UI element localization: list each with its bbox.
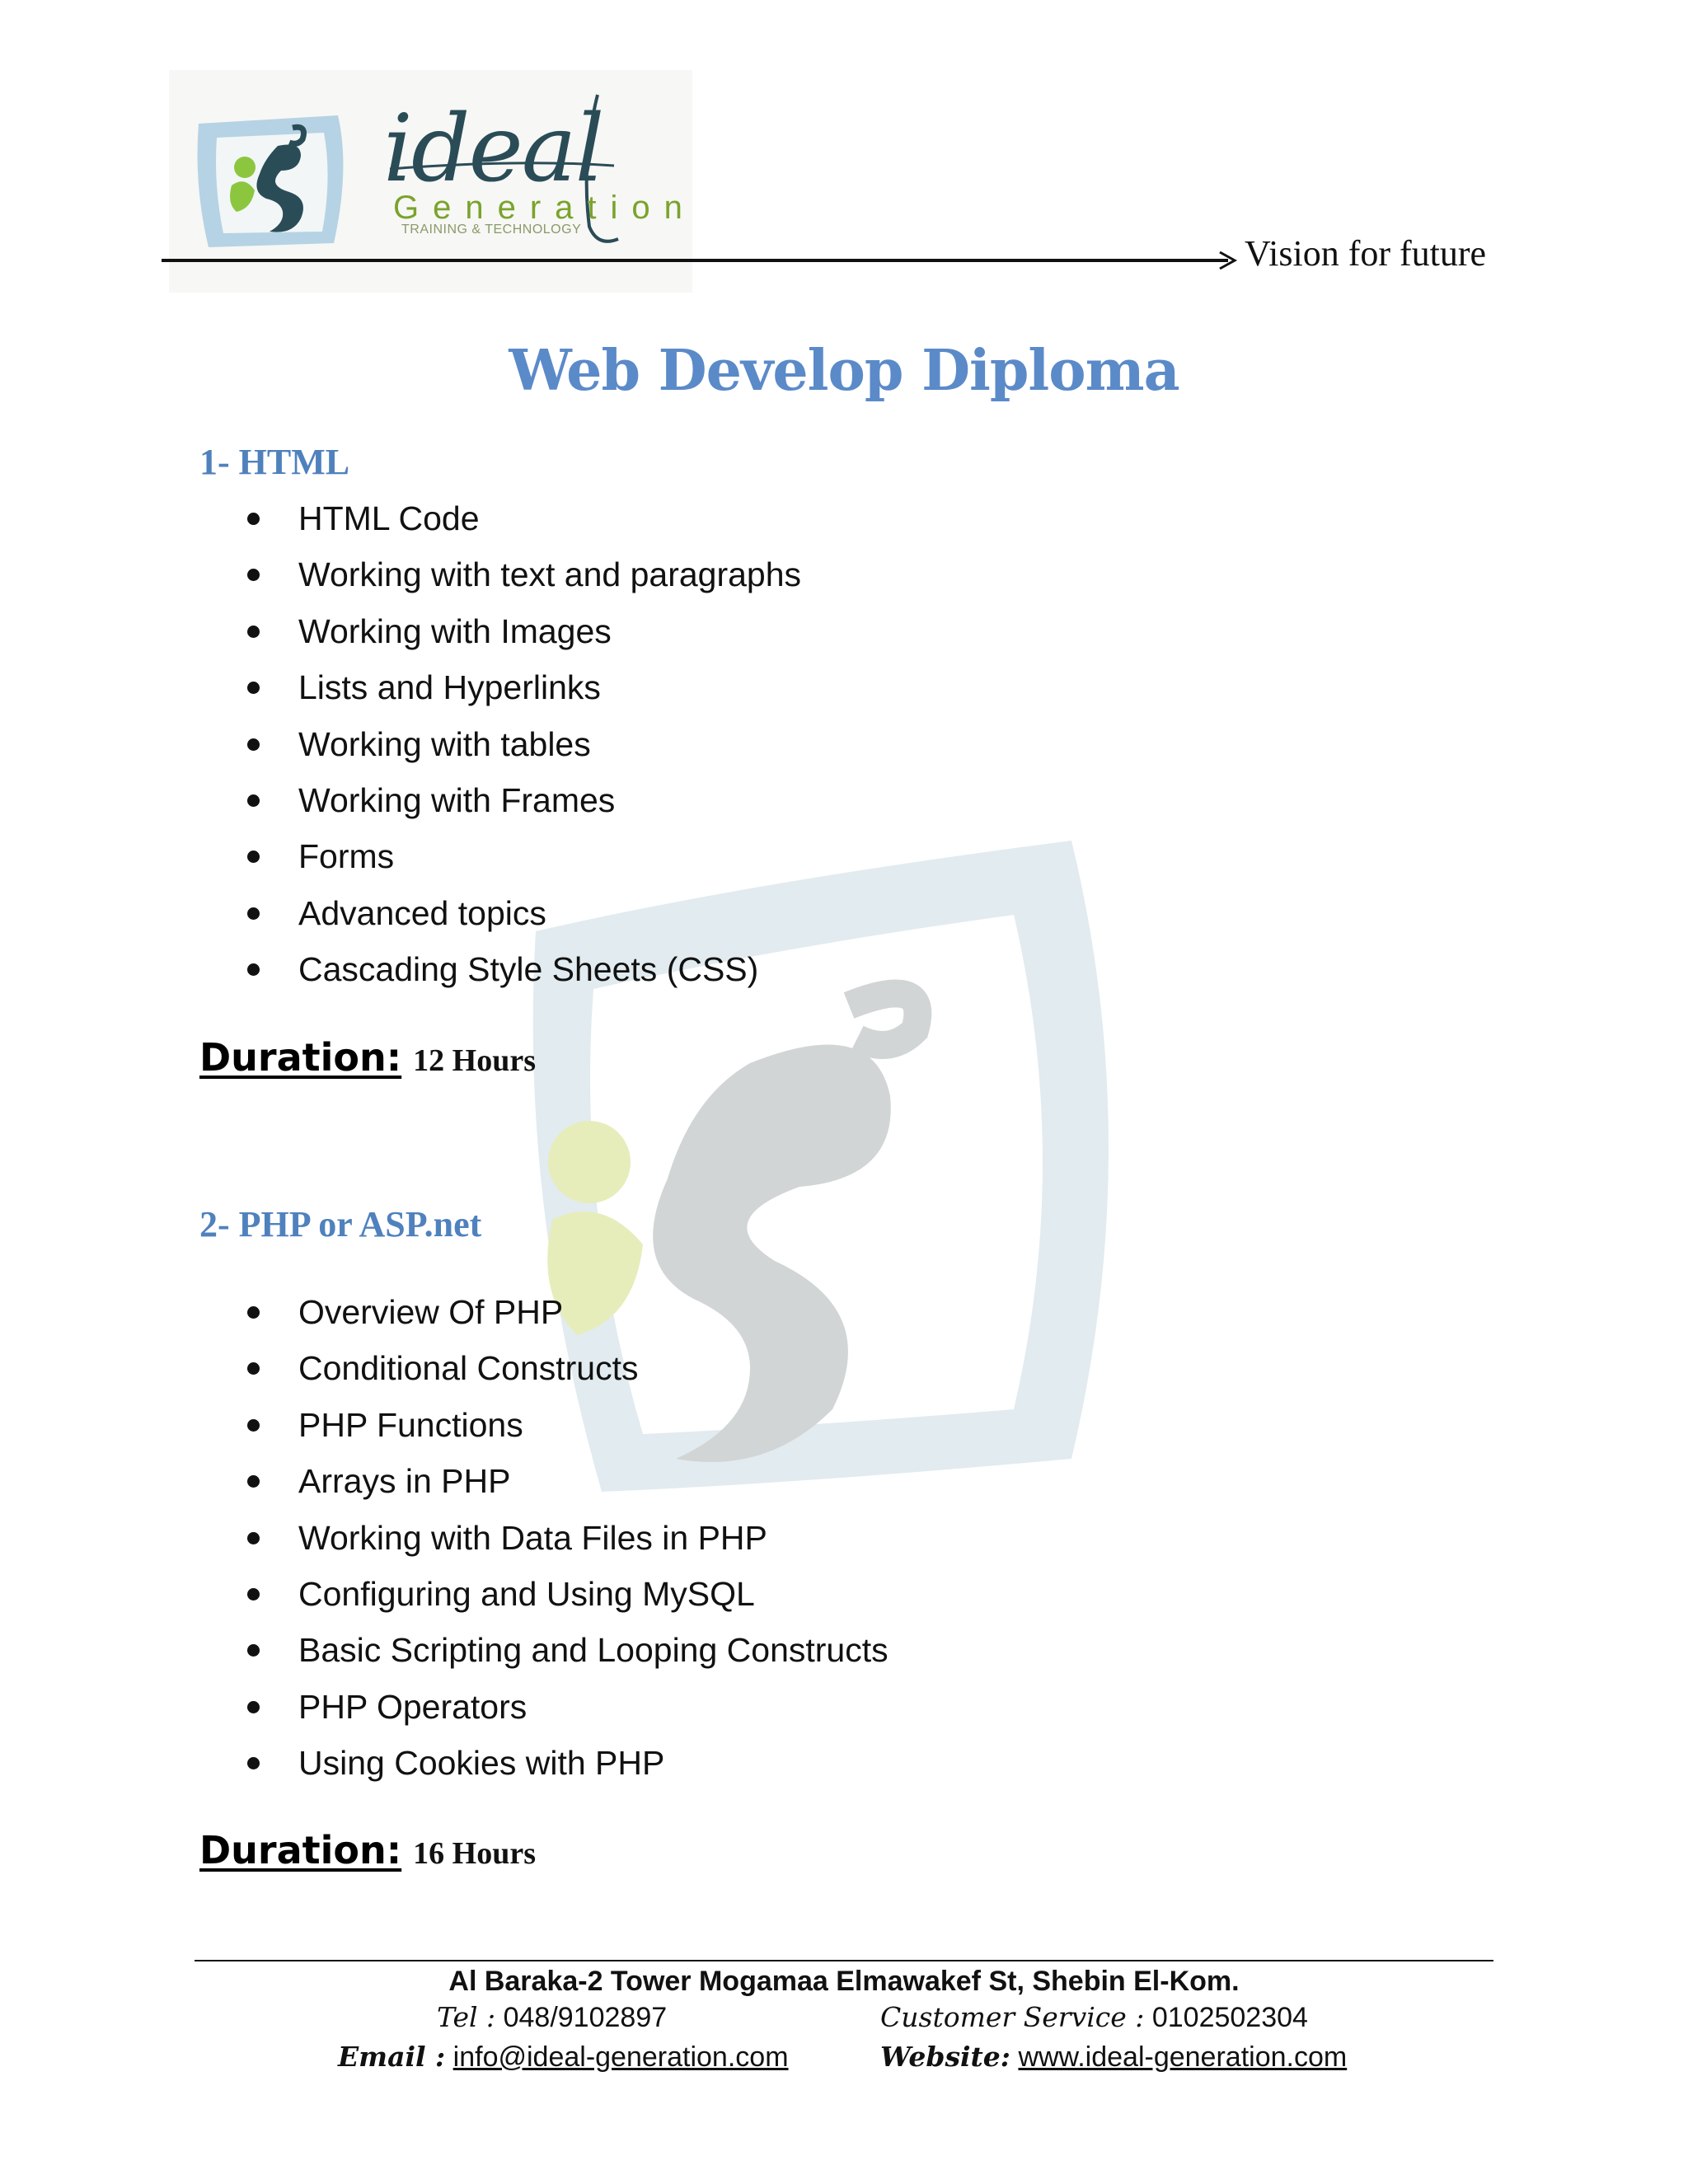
customer-service-value: 0102502304 bbox=[1151, 2002, 1308, 2033]
topic-label: Working with Images bbox=[298, 612, 612, 650]
footer-website bbox=[880, 2037, 1347, 2077]
email-link[interactable]: info@ideal-generation.com bbox=[452, 2041, 789, 2073]
duration-label: Duration: bbox=[199, 1828, 402, 1872]
footer-address: Al Baraka-2 Tower Mogamaa Elmawakef St, Shebin El-Kom. bbox=[448, 1966, 1240, 1997]
topic-label: Basic Scripting and Looping Constructs bbox=[298, 1631, 889, 1670]
bullet-icon bbox=[247, 1419, 260, 1432]
email-label: Email : bbox=[338, 2041, 446, 2073]
duration-value: 16 Hours bbox=[413, 1836, 537, 1871]
topic-label: Working with Data Files in PHP bbox=[298, 1518, 767, 1557]
bullet-icon bbox=[247, 1588, 260, 1601]
bullet-icon bbox=[247, 1701, 260, 1713]
footer-email bbox=[338, 2037, 789, 2077]
topic-label: Forms bbox=[298, 837, 395, 876]
bullet-icon bbox=[247, 1362, 260, 1375]
topic-label: PHP Functions bbox=[298, 1405, 523, 1444]
bullet-icon bbox=[247, 1475, 260, 1488]
bullet-icon bbox=[247, 794, 260, 807]
website-label: Website: bbox=[880, 2041, 1010, 2073]
topic-label: Advanced topics bbox=[298, 893, 546, 932]
topic-label: Overview Of PHP bbox=[298, 1293, 564, 1331]
logo-wordmark: ideal bbox=[383, 96, 603, 203]
duration-label: Duration: bbox=[199, 1035, 402, 1080]
document-title: Web Develop Diploma bbox=[509, 338, 1179, 404]
topic-label: Conditional Constructs bbox=[298, 1349, 639, 1388]
logo-watermark-icon bbox=[503, 832, 1278, 1508]
bullet-icon bbox=[247, 569, 260, 581]
arrow-right-icon bbox=[1218, 251, 1238, 270]
topic-label: Cascading Style Sheets (CSS) bbox=[298, 950, 759, 989]
tel-label: Tel : bbox=[437, 2001, 496, 2033]
topic-label: Arrays in PHP bbox=[298, 1462, 511, 1501]
topic-label: Working with tables bbox=[298, 724, 591, 763]
bullet-icon bbox=[247, 1532, 260, 1544]
footer-customer-service bbox=[880, 1998, 1308, 2037]
topic-label: Lists and Hyperlinks bbox=[298, 668, 601, 707]
topic-label: HTML Code bbox=[298, 499, 480, 537]
bullet-icon bbox=[247, 513, 260, 525]
topic-label: Working with Frames bbox=[298, 780, 616, 819]
footer-tel bbox=[437, 1998, 667, 2037]
topic-label: Working with text and paragraphs bbox=[298, 555, 802, 594]
topic-label: PHP Operators bbox=[298, 1687, 528, 1726]
topic-label: Configuring and Using MySQL bbox=[298, 1574, 755, 1613]
bullet-icon bbox=[247, 907, 260, 920]
bullet-icon bbox=[247, 1644, 260, 1657]
bullet-icon bbox=[247, 1306, 260, 1319]
header-divider bbox=[162, 259, 1228, 262]
bullet-icon bbox=[247, 738, 260, 751]
topic-label: Using Cookies with PHP bbox=[298, 1744, 665, 1783]
logo-subtitle: TRAINING & TECHNOLOGY bbox=[401, 223, 582, 237]
bullet-icon bbox=[247, 682, 260, 694]
section-heading-php: 2- PHP or ASP.net bbox=[199, 1204, 482, 1244]
duration-value: 12 Hours bbox=[413, 1043, 537, 1078]
duration-html bbox=[199, 1035, 536, 1080]
section-heading-html: 1- HTML bbox=[199, 442, 350, 482]
bullet-icon bbox=[247, 851, 260, 863]
bullet-icon bbox=[247, 1757, 260, 1769]
bullet-icon bbox=[247, 626, 260, 638]
website-link[interactable]: www.ideal-generation.com bbox=[1018, 2041, 1348, 2073]
bullet-icon bbox=[247, 963, 260, 976]
duration-php bbox=[199, 1828, 536, 1872]
tel-value: 048/9102897 bbox=[503, 2002, 668, 2033]
customer-service-label: Customer Service : bbox=[880, 2001, 1145, 2033]
tagline: Vision for future bbox=[1245, 233, 1487, 274]
logo-generation-text: Generation bbox=[393, 190, 696, 226]
